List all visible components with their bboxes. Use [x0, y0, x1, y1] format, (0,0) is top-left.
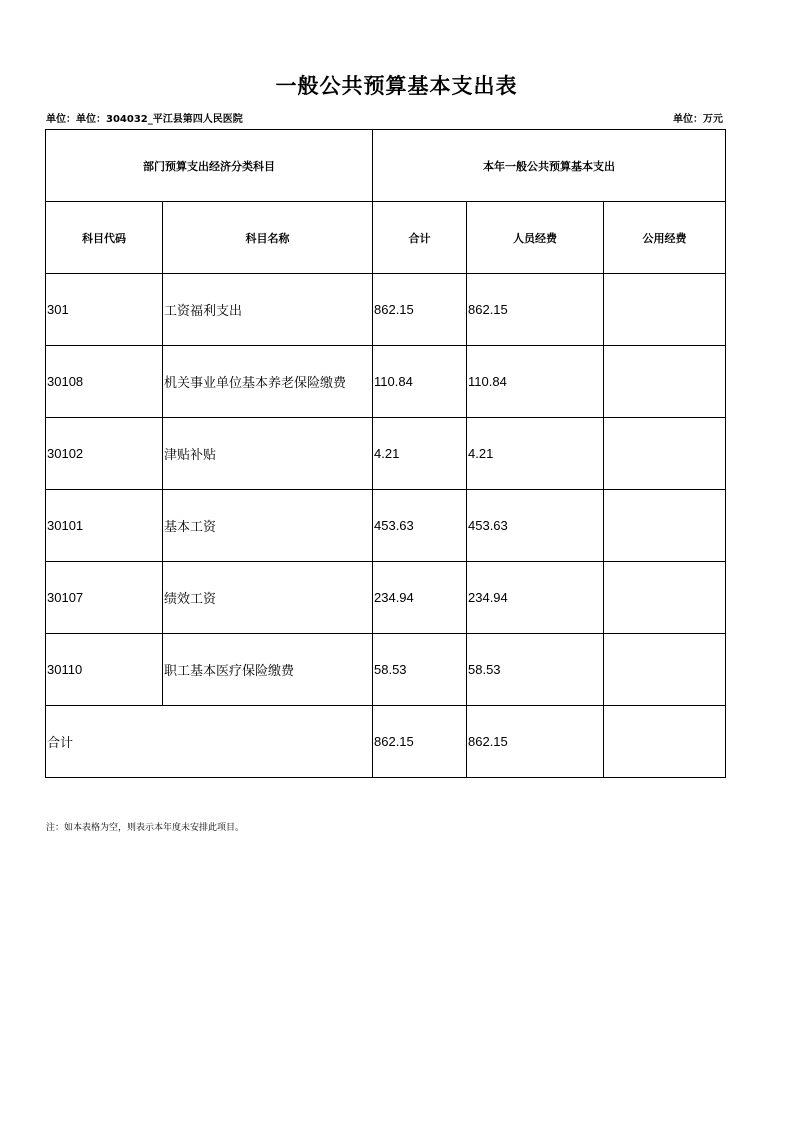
cell-name: 津贴补贴: [163, 418, 373, 490]
page-title: 一般公共预算基本支出表: [275, 74, 518, 98]
table-column-header-row: [46, 202, 726, 274]
cell-personnel: 58.53: [467, 634, 604, 706]
column-header-personnel: 人员经费: [467, 202, 604, 274]
budget-table: [45, 129, 726, 778]
unit-label: 单位：单位：304032_平江县第四人民医院: [46, 114, 243, 125]
cell-personnel: 110.84: [467, 346, 604, 418]
cell-code: 30102: [46, 418, 163, 490]
cell-total: 110.84: [373, 346, 467, 418]
cell-total: 862.15: [373, 274, 467, 346]
column-header-name: 科目名称: [163, 202, 373, 274]
cell-personnel: 4.21: [467, 418, 604, 490]
currency-unit-label: 单位：万元: [673, 114, 723, 125]
cell-name: 基本工资: [163, 490, 373, 562]
cell-personnel: 862.15: [467, 706, 604, 778]
cell-total: 234.94: [373, 562, 467, 634]
table-row: [46, 418, 726, 490]
cell-name: 绩效工资: [163, 562, 373, 634]
cell-code: 30101: [46, 490, 163, 562]
cell-code: 30107: [46, 562, 163, 634]
footnote: 注：如本表格为空，则表示本年度未安排此项目。: [46, 823, 245, 833]
cell-total: 4.21: [373, 418, 467, 490]
group-header-current-year: 本年一般公共预算基本支出: [373, 130, 726, 202]
cell-public: [604, 490, 726, 562]
cell-code: 30108: [46, 346, 163, 418]
column-header-public: 公用经费: [604, 202, 726, 274]
cell-total: 862.15: [373, 706, 467, 778]
table-total-row: [46, 706, 726, 778]
column-header-total: 合计: [373, 202, 467, 274]
cell-public: [604, 418, 726, 490]
table-group-header-row: [46, 130, 726, 202]
table-row: [46, 274, 726, 346]
cell-public: [604, 634, 726, 706]
cell-personnel: 862.15: [467, 274, 604, 346]
cell-code: 30110: [46, 634, 163, 706]
cell-name: 工资福利支出: [163, 274, 373, 346]
table-row: [46, 490, 726, 562]
table-row: [46, 634, 726, 706]
group-header-classification: 部门预算支出经济分类科目: [46, 130, 373, 202]
cell-total: 58.53: [373, 634, 467, 706]
table-row: [46, 346, 726, 418]
column-header-code: 科目代码: [46, 202, 163, 274]
cell-public: [604, 562, 726, 634]
cell-personnel: 453.63: [467, 490, 604, 562]
cell-total: 453.63: [373, 490, 467, 562]
cell-public: [604, 274, 726, 346]
total-label: 合计: [46, 706, 373, 778]
cell-personnel: 234.94: [467, 562, 604, 634]
cell-code: 301: [46, 274, 163, 346]
cell-public: [604, 706, 726, 778]
cell-name: 机关事业单位基本养老保险缴费: [163, 346, 373, 418]
cell-public: [604, 346, 726, 418]
cell-name: 职工基本医疗保险缴费: [163, 634, 373, 706]
table-row: [46, 562, 726, 634]
